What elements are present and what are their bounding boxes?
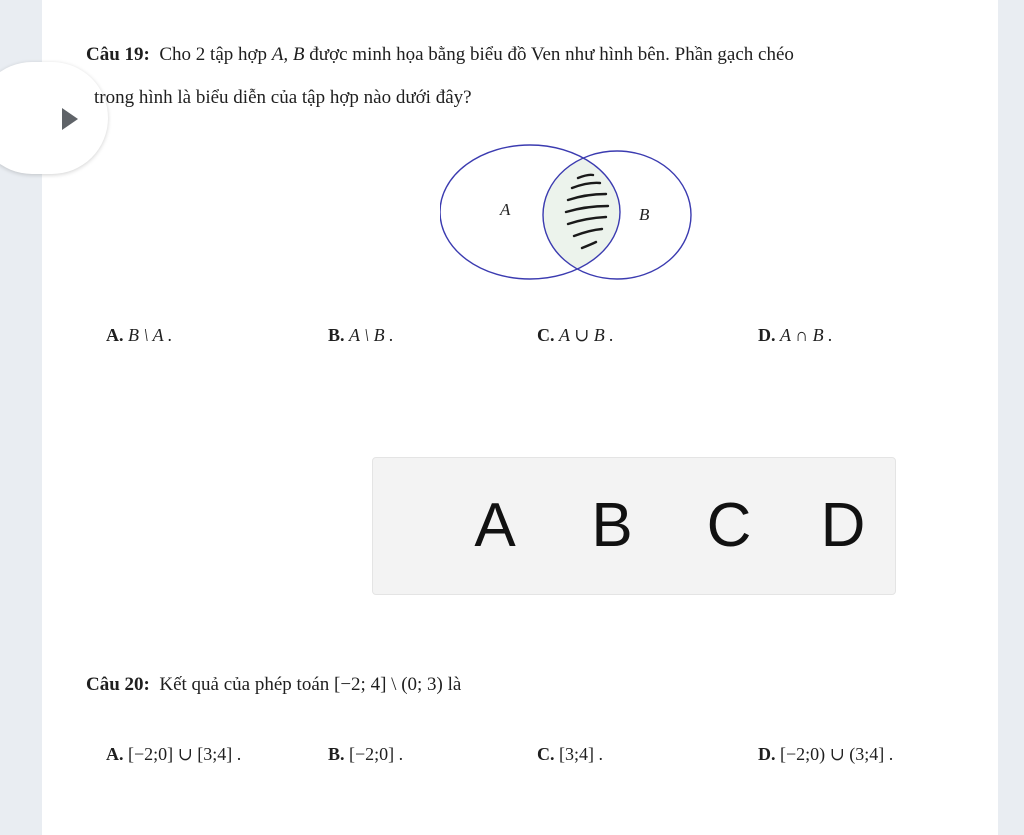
question-20-line (86, 674, 461, 696)
answer-option-d[interactable]: D (820, 491, 866, 560)
q20-choice-b: B. [−2;0] . (328, 744, 404, 764)
q19-choice-a: A. B \ A . (106, 325, 173, 345)
answer-option-c[interactable]: C (706, 491, 752, 560)
question-19-text-2: được minh họa bằng biểu đồ Ven như hình bên. Phần gạch chéo (309, 44, 794, 65)
answer-option-b[interactable]: B (591, 491, 633, 560)
question-20-label: Câu 20: (86, 674, 150, 695)
question-19-line-2: trong hình là biểu diễn của tập hợp nào dưới đây? (94, 87, 472, 108)
q19-choice-c: C. A ∪ B . (537, 325, 614, 345)
question-20-suffix: là (447, 674, 462, 695)
q19-choice-b: B. A \ B . (328, 325, 394, 345)
q20-choice-d: D. [−2;0) ∪ (3;4] . (758, 744, 894, 764)
venn-diagram (440, 144, 694, 284)
q20-choice-a: A. [−2;0] ∪ [3;4] . (106, 744, 242, 764)
question-20-expression: [−2; 4] \ (0; 3) (334, 674, 443, 695)
q19-choice-d: D. A ∩ B . (758, 325, 833, 345)
answer-panel (372, 457, 896, 595)
set-a-label: A (500, 200, 511, 219)
document-page (42, 0, 998, 835)
set-b-label: B (639, 205, 650, 224)
q20-choice-c: C. [3;4] . (537, 744, 603, 764)
question-20-text: Kết quả của phép toán (159, 674, 330, 695)
question-19-line-1 (86, 44, 794, 66)
question-19-sets: A, B (271, 44, 305, 65)
side-expand-tab[interactable] (0, 62, 108, 174)
question-19-label: Câu 19: (86, 44, 150, 65)
play-icon[interactable] (62, 108, 78, 130)
answer-option-a[interactable]: A (474, 491, 516, 560)
question-19-text-1: Cho 2 tập hợp (159, 44, 268, 65)
